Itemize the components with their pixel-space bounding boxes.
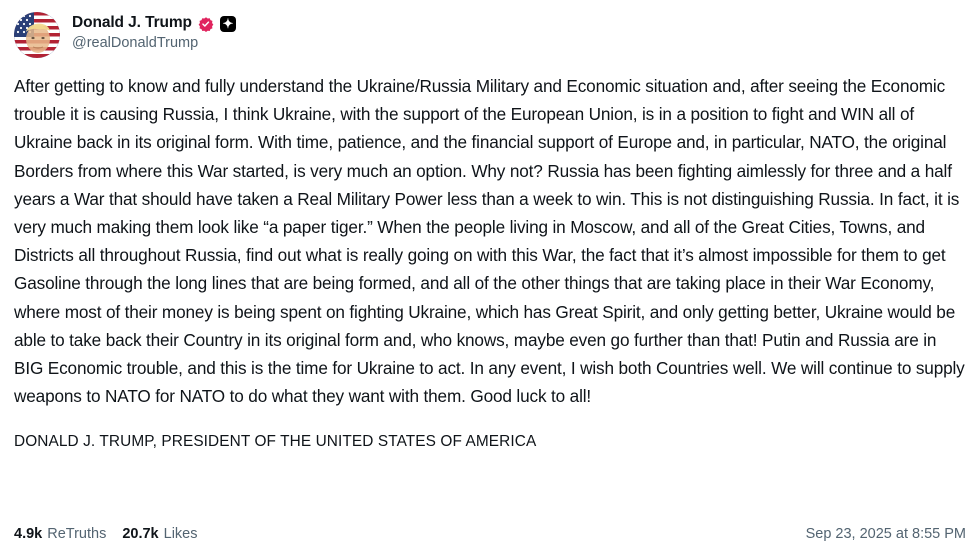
verified-check-icon: [198, 16, 214, 32]
retruths-stat[interactable]: [14, 526, 106, 542]
author-handle[interactable]: @realDonaldTrump: [72, 35, 199, 52]
post-timestamp: Sep 23, 2025 at 8:55 PM: [805, 526, 966, 542]
post-stats: [14, 526, 197, 542]
likes-count: 20.7k: [122, 526, 159, 542]
author-display-name: Donald J. Trump: [72, 14, 192, 31]
retruths-label: ReTruths: [47, 526, 107, 542]
author-name-row: [72, 14, 236, 31]
post-header: [14, 10, 966, 58]
plus-badge-label: ✦: [222, 15, 234, 31]
author-info: [72, 12, 236, 51]
post-footer: [14, 526, 966, 542]
plus-badge-icon: [220, 16, 236, 32]
likes-stat[interactable]: [122, 526, 197, 542]
likes-label: Likes: [163, 526, 198, 542]
retruths-count: 4.9k: [14, 526, 43, 542]
post-body: After getting to know and fully understand the Ukraine/Russia Military and Economic situation and, after seeing the Economic trouble it is causing Russia, I think Ukraine, with the support of the European Union, is in a position to fight and WIN all of Ukraine back in its original form. With time, patience, and the financial support of Europe and, in particular, NATO, the original Borders from where this War started, is very much an option. Why not? Russia has been fighting aimlessly for three and a half years a War that should have taken a Real Military Power less than a week to win. This is not distinguishing Russia. In fact, it is very much making them look like “a paper tiger.” When the people living in Moscow, and all of the Great Cities, Towns, and Districts all throughout Russia, find out what is really going on with this War, the fact that it’s almost impossible for them to get Gasoline through the long lines that are being formed, and all of the other things that are taking place in their War Economy, where most of their money is being spent on fighting Ukraine, which has Great Spirit, and only getting better, Ukraine would be able to take back their Country in its original form and, who knows, maybe even go further than that! Putin and Russia are in BIG Economic trouble, and this is the time for Ukraine to act. In any event, I wish both Countries well. We will continue to supply weapons to NATO for NATO to do what they want with them. Good luck to all!: [14, 76, 965, 407]
post-signature: DONALD J. TRUMP, PRESIDENT OF THE UNITED STATES OF AMERICA: [14, 433, 537, 451]
avatar[interactable]: [14, 12, 60, 58]
